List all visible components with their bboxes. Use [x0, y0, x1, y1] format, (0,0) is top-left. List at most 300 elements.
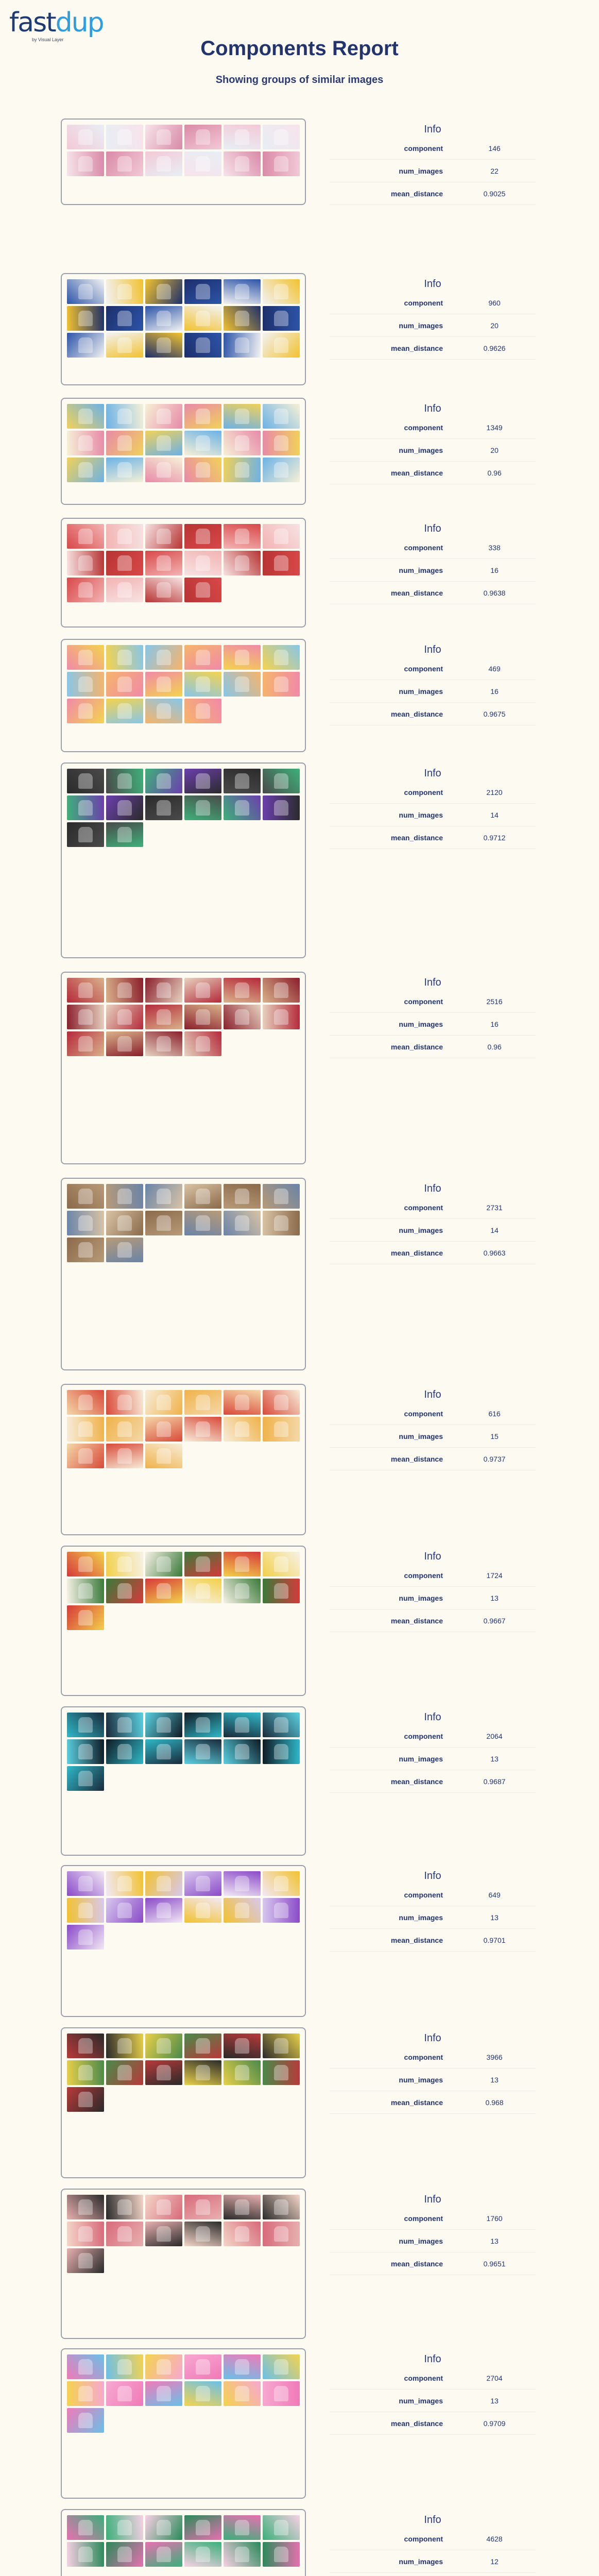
similar-image-thumbnail[interactable]	[224, 1390, 261, 1415]
similar-image-thumbnail[interactable]	[106, 2381, 143, 2406]
similar-image-thumbnail[interactable]	[106, 1211, 143, 1235]
similar-image-thumbnail[interactable]	[184, 578, 221, 602]
similar-image-thumbnail[interactable]	[145, 2381, 182, 2406]
similar-image-thumbnail[interactable]	[145, 524, 182, 549]
similar-image-thumbnail[interactable]	[184, 404, 221, 429]
similar-image-thumbnail[interactable]	[263, 645, 300, 670]
similar-image-thumbnail[interactable]	[263, 125, 300, 149]
similar-image-thumbnail[interactable]	[145, 769, 182, 793]
similar-image-thumbnail[interactable]	[184, 1713, 221, 1737]
similar-image-thumbnail[interactable]	[145, 1552, 182, 1577]
similar-image-thumbnail[interactable]	[184, 457, 221, 482]
similar-image-thumbnail[interactable]	[224, 125, 261, 149]
info-key: mean_distance	[390, 709, 443, 718]
similar-image-thumbnail[interactable]	[263, 2354, 300, 2379]
similar-image-thumbnail[interactable]	[67, 1739, 104, 1764]
similar-image-thumbnail[interactable]	[67, 1898, 104, 1923]
similar-image-thumbnail[interactable]	[224, 457, 261, 482]
similar-image-thumbnail[interactable]	[106, 551, 143, 575]
similar-image-thumbnail[interactable]	[67, 2515, 104, 2540]
info-row-mean-distance	[330, 1448, 536, 1470]
info-heading: Info	[424, 1183, 441, 1194]
similar-image-thumbnail[interactable]	[224, 1898, 261, 1923]
similar-image-thumbnail[interactable]	[184, 1552, 221, 1577]
info-row-num-images	[330, 1013, 536, 1036]
similar-image-thumbnail[interactable]	[263, 2515, 300, 2540]
similar-image-thumbnail[interactable]	[67, 279, 104, 304]
similar-image-thumbnail[interactable]	[224, 2195, 261, 2219]
similar-image-thumbnail[interactable]	[224, 672, 261, 697]
similar-image-thumbnail[interactable]	[106, 1713, 143, 1737]
similar-image-thumbnail[interactable]	[145, 1898, 182, 1923]
similar-image-thumbnail[interactable]	[263, 2195, 300, 2219]
info-value: 2516	[486, 997, 503, 1006]
similar-image-thumbnail[interactable]	[224, 2222, 261, 2246]
similar-image-thumbnail[interactable]	[263, 1898, 300, 1923]
similar-image-thumbnail[interactable]	[106, 795, 143, 820]
info-row-component	[330, 781, 536, 804]
similar-image-thumbnail[interactable]	[145, 1739, 182, 1764]
similar-image-thumbnail[interactable]	[106, 699, 143, 723]
similar-image-thumbnail[interactable]	[145, 578, 182, 602]
similar-image-thumbnail[interactable]	[145, 2542, 182, 2567]
info-value: 15	[490, 1432, 499, 1440]
similar-image-thumbnail[interactable]	[67, 978, 104, 1003]
similar-image-thumbnail[interactable]	[106, 1005, 143, 1029]
similar-image-thumbnail[interactable]	[184, 699, 221, 723]
info-value: 13	[490, 2075, 499, 2084]
image-grid	[67, 2354, 300, 2433]
similar-image-thumbnail[interactable]	[224, 1184, 261, 1209]
similar-image-thumbnail[interactable]	[106, 1238, 143, 1262]
info-value: 0.9709	[483, 2419, 506, 2428]
similar-image-thumbnail[interactable]	[67, 699, 104, 723]
info-heading: Info	[424, 2514, 441, 2526]
similar-image-thumbnail[interactable]	[67, 645, 104, 670]
similar-image-thumbnail[interactable]	[184, 2381, 221, 2406]
similar-image-thumbnail[interactable]	[67, 1579, 104, 1603]
similar-image-thumbnail[interactable]	[224, 1713, 261, 1737]
similar-image-thumbnail[interactable]	[106, 578, 143, 602]
similar-image-thumbnail[interactable]	[145, 645, 182, 670]
info-key: component	[404, 1890, 443, 1899]
similar-image-thumbnail[interactable]	[263, 2033, 300, 2058]
similar-image-thumbnail[interactable]	[106, 1579, 143, 1603]
similar-image-thumbnail[interactable]	[184, 333, 221, 358]
info-value: 12	[490, 2557, 499, 2566]
info-heading: Info	[424, 124, 441, 135]
similar-image-thumbnail[interactable]	[67, 2060, 104, 2085]
similar-image-thumbnail[interactable]	[184, 2033, 221, 2058]
similar-image-thumbnail[interactable]	[106, 1390, 143, 1415]
info-key: mean_distance	[390, 1042, 443, 1051]
info-key: component	[404, 298, 443, 307]
similar-image-thumbnail[interactable]	[145, 2222, 182, 2246]
info-value: 0.9663	[483, 1248, 506, 1257]
info-value: 2731	[486, 1203, 503, 1212]
similar-image-thumbnail[interactable]	[184, 978, 221, 1003]
similar-image-thumbnail[interactable]	[67, 1184, 104, 1209]
component-images-card	[61, 1384, 306, 1535]
similar-image-thumbnail[interactable]	[67, 1390, 104, 1415]
info-key: num_images	[399, 1913, 443, 1922]
similar-image-thumbnail[interactable]	[184, 2195, 221, 2219]
similar-image-thumbnail[interactable]	[263, 524, 300, 549]
similar-image-thumbnail[interactable]	[106, 1871, 143, 1896]
similar-image-thumbnail[interactable]	[145, 795, 182, 820]
info-row-mean-distance	[330, 337, 536, 360]
similar-image-thumbnail[interactable]	[106, 978, 143, 1003]
component-info-table	[330, 523, 536, 604]
similar-image-thumbnail[interactable]	[145, 2060, 182, 2085]
similar-image-thumbnail[interactable]	[67, 1766, 104, 1791]
similar-image-thumbnail[interactable]	[145, 1444, 182, 1468]
info-value: 0.9626	[483, 344, 506, 352]
component-images-card	[61, 2027, 306, 2178]
similar-image-thumbnail[interactable]	[67, 2248, 104, 2273]
similar-image-thumbnail[interactable]	[106, 2060, 143, 2085]
info-heading: Info	[424, 1711, 441, 1723]
info-key: num_images	[399, 1226, 443, 1234]
similar-image-thumbnail[interactable]	[145, 1005, 182, 1029]
similar-image-thumbnail[interactable]	[263, 2060, 300, 2085]
similar-image-thumbnail[interactable]	[184, 1390, 221, 1415]
similar-image-thumbnail[interactable]	[67, 1871, 104, 1896]
similar-image-thumbnail[interactable]	[263, 2381, 300, 2406]
similar-image-thumbnail[interactable]	[67, 1605, 104, 1630]
similar-image-thumbnail[interactable]	[224, 524, 261, 549]
similar-image-thumbnail[interactable]	[67, 2195, 104, 2219]
info-row-num-images	[330, 1425, 536, 1448]
similar-image-thumbnail[interactable]	[67, 2408, 104, 2433]
similar-image-thumbnail[interactable]	[224, 795, 261, 820]
similar-image-thumbnail[interactable]	[145, 672, 182, 697]
similar-image-thumbnail[interactable]	[106, 2354, 143, 2379]
similar-image-thumbnail[interactable]	[67, 404, 104, 429]
info-value: 0.9651	[483, 2259, 506, 2268]
similar-image-thumbnail[interactable]	[67, 1211, 104, 1235]
similar-image-thumbnail[interactable]	[67, 431, 104, 455]
similar-image-thumbnail[interactable]	[67, 151, 104, 176]
similar-image-thumbnail[interactable]	[184, 551, 221, 575]
similar-image-thumbnail[interactable]	[67, 333, 104, 358]
similar-image-thumbnail[interactable]	[263, 1739, 300, 1764]
info-row-component	[330, 1564, 536, 1587]
info-key: num_images	[399, 566, 443, 574]
similar-image-thumbnail[interactable]	[184, 279, 221, 304]
similar-image-thumbnail[interactable]	[224, 769, 261, 793]
similar-image-thumbnail[interactable]	[106, 1184, 143, 1209]
similar-image-thumbnail[interactable]	[263, 151, 300, 176]
similar-image-thumbnail[interactable]	[145, 1417, 182, 1442]
similar-image-thumbnail[interactable]	[106, 1444, 143, 1468]
similar-image-thumbnail[interactable]	[106, 457, 143, 482]
similar-image-thumbnail[interactable]	[263, 1713, 300, 1737]
similar-image-thumbnail[interactable]	[263, 1417, 300, 1442]
similar-image-thumbnail[interactable]	[106, 769, 143, 793]
info-key: component	[404, 2374, 443, 2382]
similar-image-thumbnail[interactable]	[224, 1871, 261, 1896]
info-value: 146	[488, 144, 501, 152]
similar-image-thumbnail[interactable]	[145, 2515, 182, 2540]
similar-image-thumbnail[interactable]	[106, 333, 143, 358]
similar-image-thumbnail[interactable]	[145, 1871, 182, 1896]
similar-image-thumbnail[interactable]	[106, 125, 143, 149]
similar-image-thumbnail[interactable]	[67, 2381, 104, 2406]
info-row-component	[330, 1884, 536, 1906]
similar-image-thumbnail[interactable]	[106, 2033, 143, 2058]
similar-image-thumbnail[interactable]	[67, 1031, 104, 1056]
similar-image-thumbnail[interactable]	[145, 125, 182, 149]
logo-wordmark: fastdup	[9, 7, 104, 38]
similar-image-thumbnail[interactable]	[184, 151, 221, 176]
similar-image-thumbnail[interactable]	[145, 1579, 182, 1603]
info-row-component	[330, 2528, 536, 2550]
similar-image-thumbnail[interactable]	[67, 1417, 104, 1442]
similar-image-thumbnail[interactable]	[263, 795, 300, 820]
similar-image-thumbnail[interactable]	[106, 431, 143, 455]
similar-image-thumbnail[interactable]	[106, 2542, 143, 2567]
similar-image-thumbnail[interactable]	[184, 1579, 221, 1603]
info-key: mean_distance	[390, 588, 443, 597]
similar-image-thumbnail[interactable]	[67, 2222, 104, 2246]
similar-image-thumbnail[interactable]	[263, 404, 300, 429]
info-key: mean_distance	[390, 1454, 443, 1463]
similar-image-thumbnail[interactable]	[67, 1238, 104, 1262]
info-row-mean-distance	[330, 1770, 536, 1793]
similar-image-thumbnail[interactable]	[263, 333, 300, 358]
similar-image-thumbnail[interactable]	[145, 1390, 182, 1415]
similar-image-thumbnail[interactable]	[263, 457, 300, 482]
component-info-table	[330, 1551, 536, 1632]
info-key: component	[404, 2053, 443, 2061]
similar-image-thumbnail[interactable]	[224, 1739, 261, 1764]
similar-image-thumbnail[interactable]	[224, 279, 261, 304]
info-row-mean-distance	[330, 1609, 536, 1632]
similar-image-thumbnail[interactable]	[224, 306, 261, 331]
similar-image-thumbnail[interactable]	[224, 2542, 261, 2567]
similar-image-thumbnail[interactable]	[145, 551, 182, 575]
similar-image-thumbnail[interactable]	[224, 151, 261, 176]
similar-image-thumbnail[interactable]	[67, 457, 104, 482]
similar-image-thumbnail[interactable]	[184, 645, 221, 670]
similar-image-thumbnail[interactable]	[263, 1579, 300, 1603]
similar-image-thumbnail[interactable]	[263, 551, 300, 575]
similar-image-thumbnail[interactable]	[224, 978, 261, 1003]
similar-image-thumbnail[interactable]	[67, 2087, 104, 2112]
similar-image-thumbnail[interactable]	[184, 2222, 221, 2246]
similar-image-thumbnail[interactable]	[106, 2515, 143, 2540]
similar-image-thumbnail[interactable]	[145, 279, 182, 304]
similar-image-thumbnail[interactable]	[145, 151, 182, 176]
similar-image-thumbnail[interactable]	[263, 431, 300, 455]
similar-image-thumbnail[interactable]	[224, 1552, 261, 1577]
similar-image-thumbnail[interactable]	[224, 333, 261, 358]
similar-image-thumbnail[interactable]	[184, 1211, 221, 1235]
similar-image-thumbnail[interactable]	[184, 2060, 221, 2085]
similar-image-thumbnail[interactable]	[224, 431, 261, 455]
similar-image-thumbnail[interactable]	[224, 1579, 261, 1603]
similar-image-thumbnail[interactable]	[67, 1713, 104, 1737]
similar-image-thumbnail[interactable]	[67, 1925, 104, 1950]
similar-image-thumbnail[interactable]	[67, 125, 104, 149]
similar-image-thumbnail[interactable]	[263, 1005, 300, 1029]
similar-image-thumbnail[interactable]	[67, 1552, 104, 1577]
similar-image-thumbnail[interactable]	[224, 1417, 261, 1442]
info-key: component	[404, 1203, 443, 1212]
similar-image-thumbnail[interactable]	[145, 404, 182, 429]
info-value: 0.968	[485, 2098, 504, 2107]
info-key: component	[404, 1409, 443, 1418]
info-value: 2704	[486, 2374, 503, 2382]
similar-image-thumbnail[interactable]	[184, 795, 221, 820]
similar-image-thumbnail[interactable]	[224, 2354, 261, 2379]
similar-image-thumbnail[interactable]	[184, 1031, 221, 1056]
info-value: 22	[490, 166, 499, 175]
similar-image-thumbnail[interactable]	[145, 431, 182, 455]
similar-image-thumbnail[interactable]	[106, 1552, 143, 1577]
similar-image-thumbnail[interactable]	[224, 404, 261, 429]
similar-image-thumbnail[interactable]	[184, 672, 221, 697]
similar-image-thumbnail[interactable]	[67, 524, 104, 549]
info-key: num_images	[399, 687, 443, 696]
similar-image-thumbnail[interactable]	[184, 1184, 221, 1209]
similar-image-thumbnail[interactable]	[224, 2381, 261, 2406]
similar-image-thumbnail[interactable]	[224, 2033, 261, 2058]
similar-image-thumbnail[interactable]	[145, 699, 182, 723]
similar-image-thumbnail[interactable]	[106, 279, 143, 304]
similar-image-thumbnail[interactable]	[67, 306, 104, 331]
component-images-card	[61, 2348, 306, 2499]
similar-image-thumbnail[interactable]	[184, 306, 221, 331]
similar-image-thumbnail[interactable]	[263, 1552, 300, 1577]
similar-image-thumbnail[interactable]	[263, 1184, 300, 1209]
similar-image-thumbnail[interactable]	[145, 457, 182, 482]
similar-image-thumbnail[interactable]	[184, 431, 221, 455]
info-heading: Info	[424, 1389, 441, 1400]
image-grid	[67, 978, 300, 1056]
similar-image-thumbnail[interactable]	[184, 2354, 221, 2379]
similar-image-thumbnail[interactable]	[184, 1898, 221, 1923]
similar-image-thumbnail[interactable]	[106, 672, 143, 697]
similar-image-thumbnail[interactable]	[263, 306, 300, 331]
similar-image-thumbnail[interactable]	[184, 2515, 221, 2540]
similar-image-thumbnail[interactable]	[145, 333, 182, 358]
component-images-card	[61, 2189, 306, 2339]
similar-image-thumbnail[interactable]	[67, 769, 104, 793]
info-value: 0.9025	[483, 189, 506, 198]
similar-image-thumbnail[interactable]	[106, 2195, 143, 2219]
similar-image-thumbnail[interactable]	[184, 524, 221, 549]
similar-image-thumbnail[interactable]	[145, 978, 182, 1003]
info-value: 1760	[486, 2214, 503, 2223]
info-row-mean-distance	[330, 2252, 536, 2275]
similar-image-thumbnail[interactable]	[263, 978, 300, 1003]
similar-image-thumbnail[interactable]	[263, 2542, 300, 2567]
component-images-card	[61, 972, 306, 1164]
similar-image-thumbnail[interactable]	[224, 2515, 261, 2540]
similar-image-thumbnail[interactable]	[224, 1005, 261, 1029]
info-value: 4628	[486, 2534, 503, 2543]
similar-image-thumbnail[interactable]	[263, 1211, 300, 1235]
similar-image-thumbnail[interactable]	[67, 2033, 104, 2058]
similar-image-thumbnail[interactable]	[145, 1031, 182, 1056]
similar-image-thumbnail[interactable]	[184, 125, 221, 149]
similar-image-thumbnail[interactable]	[145, 306, 182, 331]
info-row-mean-distance	[330, 2091, 536, 2114]
similar-image-thumbnail[interactable]	[145, 1184, 182, 1209]
info-heading: Info	[424, 1551, 441, 1562]
similar-image-thumbnail[interactable]	[106, 1031, 143, 1056]
similar-image-thumbnail[interactable]	[145, 2195, 182, 2219]
similar-image-thumbnail[interactable]	[184, 1417, 221, 1442]
similar-image-thumbnail[interactable]	[184, 769, 221, 793]
info-value: 0.9737	[483, 1454, 506, 1463]
similar-image-thumbnail[interactable]	[263, 279, 300, 304]
similar-image-thumbnail[interactable]	[67, 672, 104, 697]
similar-image-thumbnail[interactable]	[67, 1005, 104, 1029]
similar-image-thumbnail[interactable]	[224, 645, 261, 670]
component-info-table	[330, 124, 536, 205]
similar-image-thumbnail[interactable]	[184, 1739, 221, 1764]
similar-image-thumbnail[interactable]	[67, 822, 104, 847]
similar-image-thumbnail[interactable]	[145, 1211, 182, 1235]
similar-image-thumbnail[interactable]	[263, 769, 300, 793]
similar-image-thumbnail[interactable]	[67, 551, 104, 575]
similar-image-thumbnail[interactable]	[67, 2354, 104, 2379]
similar-image-thumbnail[interactable]	[145, 2033, 182, 2058]
similar-image-thumbnail[interactable]	[184, 2542, 221, 2567]
info-key: mean_distance	[390, 468, 443, 477]
similar-image-thumbnail[interactable]	[67, 795, 104, 820]
similar-image-thumbnail[interactable]	[106, 1417, 143, 1442]
info-value: 0.9675	[483, 709, 506, 718]
similar-image-thumbnail[interactable]	[106, 404, 143, 429]
similar-image-thumbnail[interactable]	[106, 822, 143, 847]
similar-image-thumbnail[interactable]	[145, 1713, 182, 1737]
info-row-component	[330, 2046, 536, 2069]
info-row-mean-distance	[330, 1929, 536, 1952]
component-info-table	[330, 977, 536, 1058]
similar-image-thumbnail[interactable]	[67, 1444, 104, 1468]
similar-image-thumbnail[interactable]	[184, 1871, 221, 1896]
similar-image-thumbnail[interactable]	[224, 551, 261, 575]
similar-image-thumbnail[interactable]	[106, 2222, 143, 2246]
similar-image-thumbnail[interactable]	[106, 1739, 143, 1764]
info-row-component	[330, 1402, 536, 1425]
similar-image-thumbnail[interactable]	[263, 1390, 300, 1415]
similar-image-thumbnail[interactable]	[263, 672, 300, 697]
similar-image-thumbnail[interactable]	[224, 1211, 261, 1235]
similar-image-thumbnail[interactable]	[106, 1898, 143, 1923]
similar-image-thumbnail[interactable]	[106, 306, 143, 331]
info-row-num-images	[330, 804, 536, 826]
similar-image-thumbnail[interactable]	[106, 151, 143, 176]
info-row-component	[330, 1196, 536, 1219]
similar-image-thumbnail[interactable]	[67, 578, 104, 602]
similar-image-thumbnail[interactable]	[145, 2354, 182, 2379]
similar-image-thumbnail[interactable]	[106, 524, 143, 549]
similar-image-thumbnail[interactable]	[106, 645, 143, 670]
info-heading: Info	[424, 2194, 441, 2205]
info-row-mean-distance	[330, 826, 536, 849]
similar-image-thumbnail[interactable]	[184, 1005, 221, 1029]
similar-image-thumbnail[interactable]	[263, 1871, 300, 1896]
similar-image-thumbnail[interactable]	[263, 2222, 300, 2246]
info-row-num-images	[330, 1219, 536, 1242]
similar-image-thumbnail[interactable]	[67, 2542, 104, 2567]
similar-image-thumbnail[interactable]	[224, 2060, 261, 2085]
